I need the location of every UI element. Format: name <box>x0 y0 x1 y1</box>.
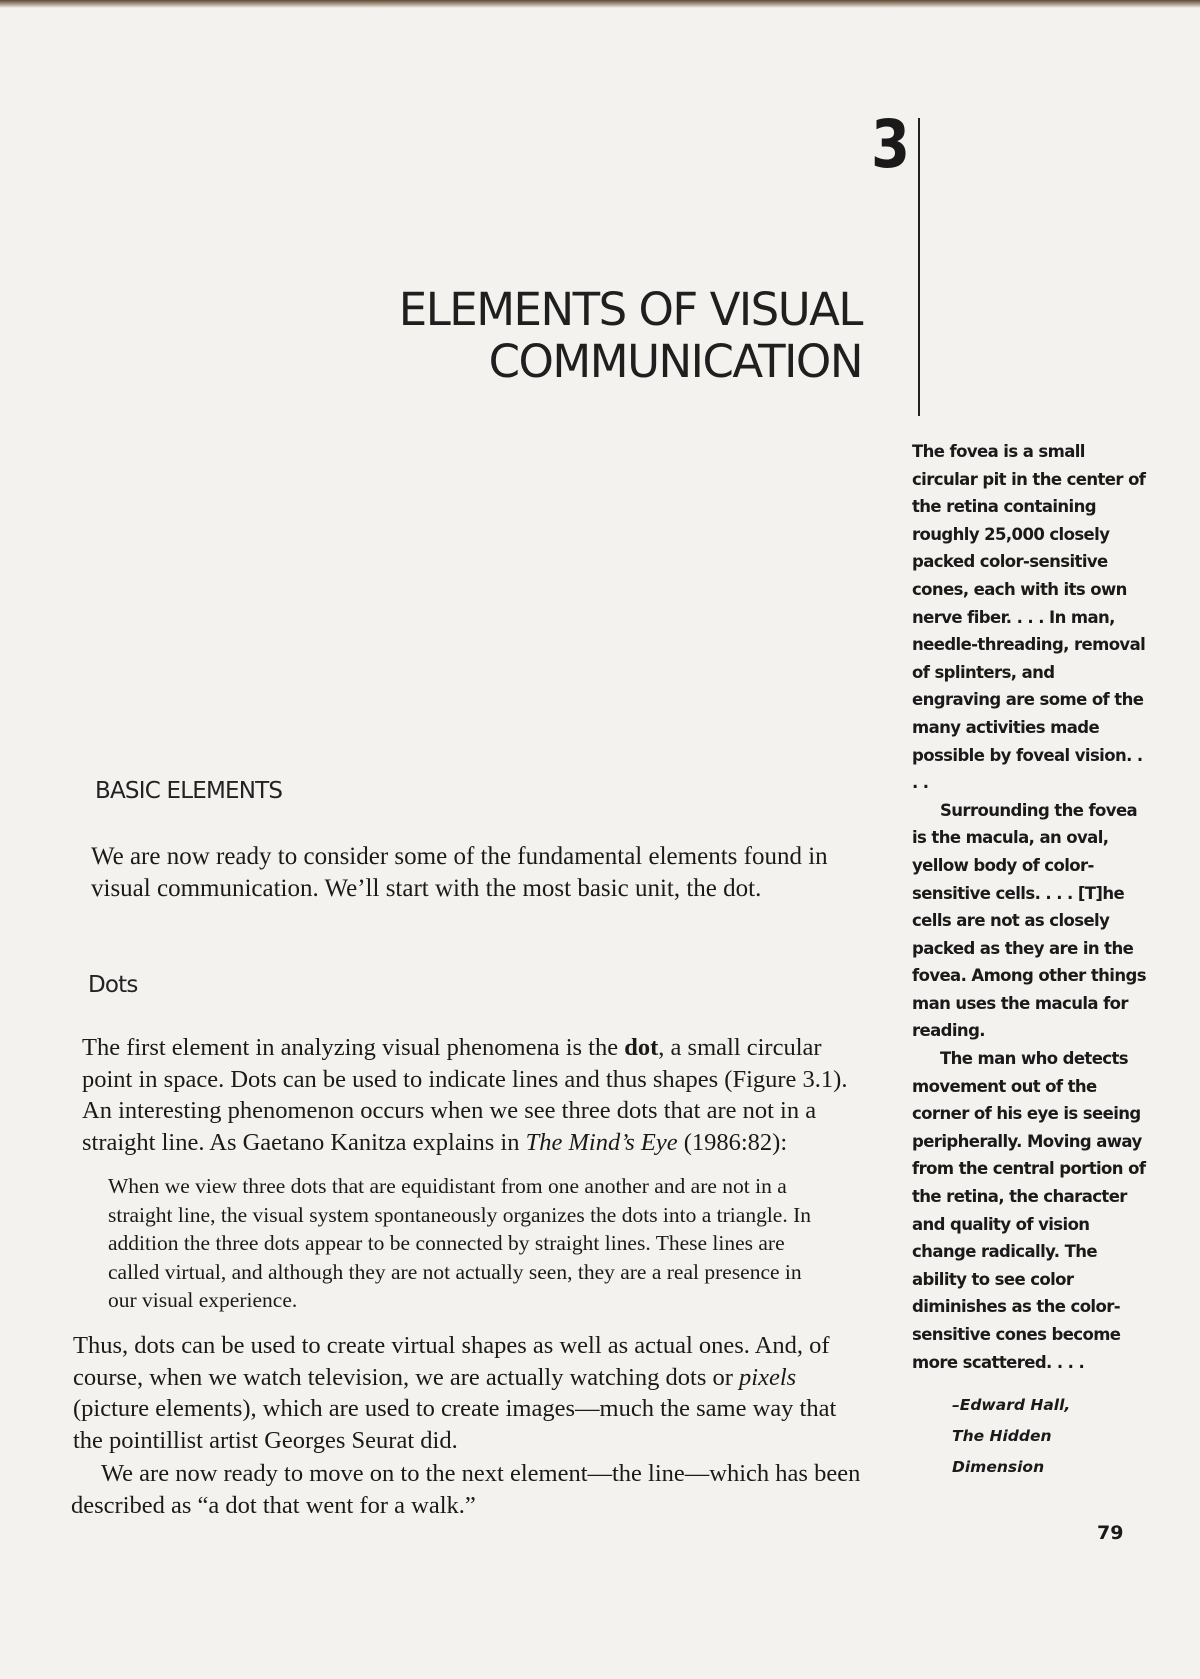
dots-text-a: The first element in analyzing visual phenomena is the <box>82 1034 625 1061</box>
page-top-edge <box>0 0 1200 8</box>
chapter-number: 3 <box>871 106 911 183</box>
chapter-divider-rule <box>918 118 920 416</box>
thus-text-b: (picture elements), which are used to create images—much the same way that the pointillist artist Georges Seurat did. <box>73 1395 837 1454</box>
attribution-author: –Edward Hall, <box>952 1396 1071 1414</box>
sidebar-paragraph-3: The man who detects movement out of the corner of his eye is seeing peripherally. Moving away from the central portion of the retina, the character and quality of vision change radically. The ability to see color diminishes as the color-sensitive cones become more scattered. . . . <box>912 1049 1146 1372</box>
sidebar-paragraph-1: The fovea is a small circular pit in the center of the retina containing roughly 25,000 closely packed color-sensitive cones, each with its own nerve fiber. . . . In man, needle-threading, removal of splinters, and engraving are some of the many activities made possible by foveal vision. . . . <box>912 442 1146 793</box>
section-heading-dots: Dots <box>88 972 138 998</box>
sidebar-paragraph-2: Surrounding the fovea is the macula, an oval, yellow body of color-sensitive cells. . . . [T]he cells are not as closely packed as they are in the fovea. Among other things man uses the macula for reading. <box>912 800 1146 1041</box>
chapter-title-line1: ELEMENTS OF VISUAL <box>398 283 862 336</box>
sidebar-attribution <box>952 1390 1152 1483</box>
kanitza-block-quote: When we view three dots that are equidistant from one another and are not in a straight line, the visual system spontaneously organizes the dots into a triangle. In addition the three dots appear to be connected by straight lines. These lines are called virtual, and although they are not actually seen, they are a real presence in our visual experience. <box>108 1174 812 1312</box>
page-number: 79 <box>1097 1522 1124 1544</box>
chapter-title <box>262 284 862 388</box>
dots-paragraph <box>82 1032 872 1158</box>
attribution-book-line2: Dimension <box>952 1458 1045 1476</box>
dots-term-bold: dot <box>624 1034 659 1061</box>
section-heading-basic-elements: BASIC ELEMENTS <box>95 778 283 804</box>
sidebar-quote <box>912 438 1148 1376</box>
pixels-italic: pixels <box>739 1363 797 1391</box>
attribution-book-line1: The Hidden <box>952 1427 1052 1445</box>
book-title-italic: The Mind’s Eye <box>525 1128 678 1156</box>
thus-text-a: Thus, dots can be used to create virtual shapes as well as actual ones. And, of course, when we watch television, we are actually watching dots or <box>73 1332 830 1391</box>
next-element-paragraph: We are now ready to move on to the next element—the line—which has been described as “a dot that went for a walk.” <box>71 1460 861 1519</box>
intro-paragraph: We are now ready to consider some of the fundamental elements found in visual communication. We’ll start with the most basic unit, the dot. <box>91 843 828 902</box>
dots-text-b: , a small circular point in space. Dots can be used to indicate lines and thus shapes (Figure 3.1). An interesting phenomenon occurs when we see three dots that are not in a straight line. As Gaetano Kanitza explains in <box>82 1034 848 1156</box>
chapter-title-line2: COMMUNICATION <box>488 335 862 388</box>
dots-text-c: (1986:82): <box>677 1128 788 1156</box>
thus-paragraph <box>73 1330 863 1456</box>
